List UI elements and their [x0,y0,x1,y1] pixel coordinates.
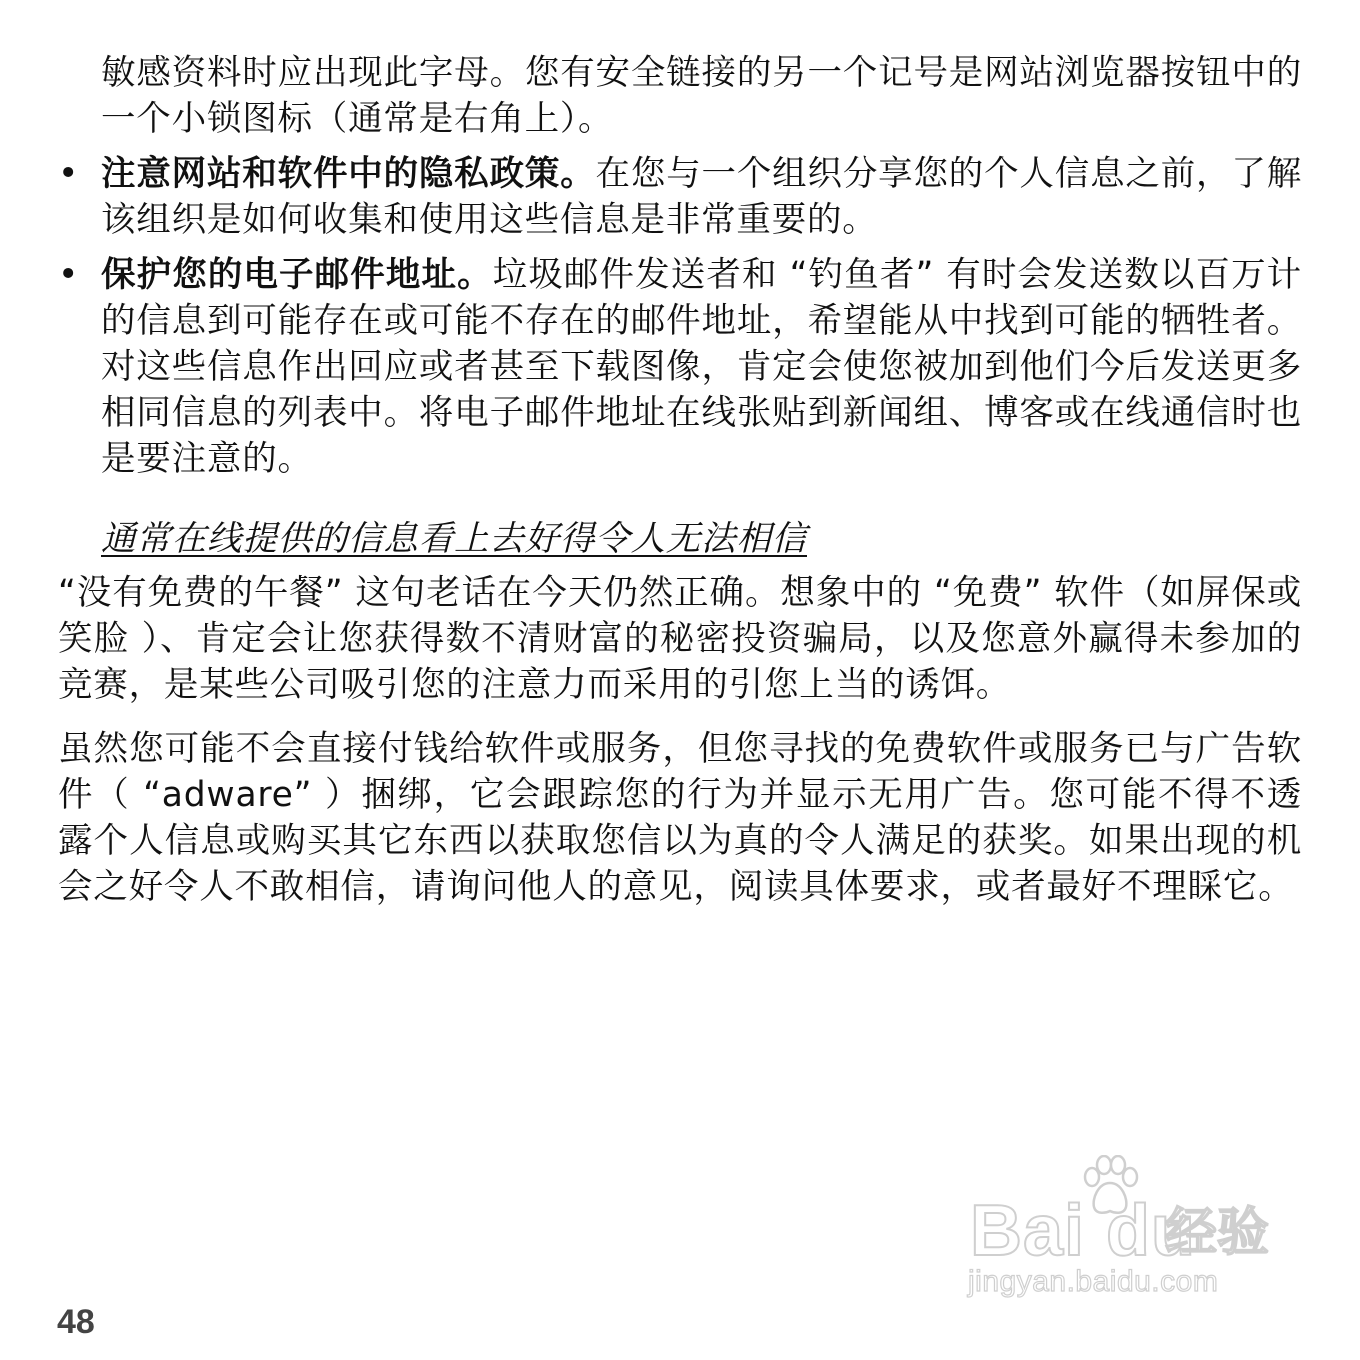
bullet-heading: 保护您的电子邮件地址。 [101,255,493,295]
watermark-url: jingyan.baidu.com [968,1265,1219,1298]
section-subheading: 通常在线提供的信息看上去好得令人无法相信 [101,519,807,559]
bullet-icon: • [58,154,80,194]
watermark-label: 经验 [1165,1203,1270,1263]
baidu-jingyan-watermark [960,1155,1280,1305]
bullet-text: 垃圾邮件发送者和 “钓鱼者” 有时会发送数以百万计的信息到可能存在或可能不存在的邮件地址，希望能从中找到可能的牺牲者。对这些信息作出回应或者甚至下载图像，肯定会使您被加到他们今后发送更多相同信息的列表中。将电子邮件地址在线张贴到新闻组、博客或在线通信时也是要注意的。 [101,255,1302,479]
bullet-item-email-address [58,252,1302,482]
bullet-text: 在您与一个组织分享您的个人信息之前，了解该组织是如何收集和使用这些信息是非常重要的。 [101,154,1303,240]
bullet-heading: 注意网站和软件中的隐私政策。 [101,154,596,194]
page-number: 48 [57,1303,95,1341]
watermark-logo: Bai du [970,1191,1197,1271]
document-page [58,50,1302,910]
bullet-item-privacy-policy [58,151,1302,243]
intro-paragraph: 敏感资料时应出现此字母。您有安全链接的另一个记号是网站浏览器按钮中的一个小锁图标（通常是右角上）。 [101,53,1302,139]
body-paragraph: “没有免费的午餐” 这句老话在今天仍然正确。想象中的 “免费” 软件（如屏保或笑脸 ）、肯定会让您获得数不清财富的秘密投资骗局，以及您意外赢得未参加的竞赛，是某些公司吸引您的注意力而采用的引您上当的诱饵。 [58,573,1302,705]
body-paragraph: 虽然您可能不会直接付钱给软件或服务，但您寻找的免费软件或服务已与广告软件（ “adware” ）捆绑，它会跟踪您的行为并显示无用广告。您可能不得不透露个人信息或购买其它东西以获取您信以为真的令人满足的获奖。如果出现的机会之好令人不敢相信，请询问他人的意见，阅读具体要求，或者最好不理睬它。 [58,729,1302,907]
bullet-icon: • [58,255,80,295]
